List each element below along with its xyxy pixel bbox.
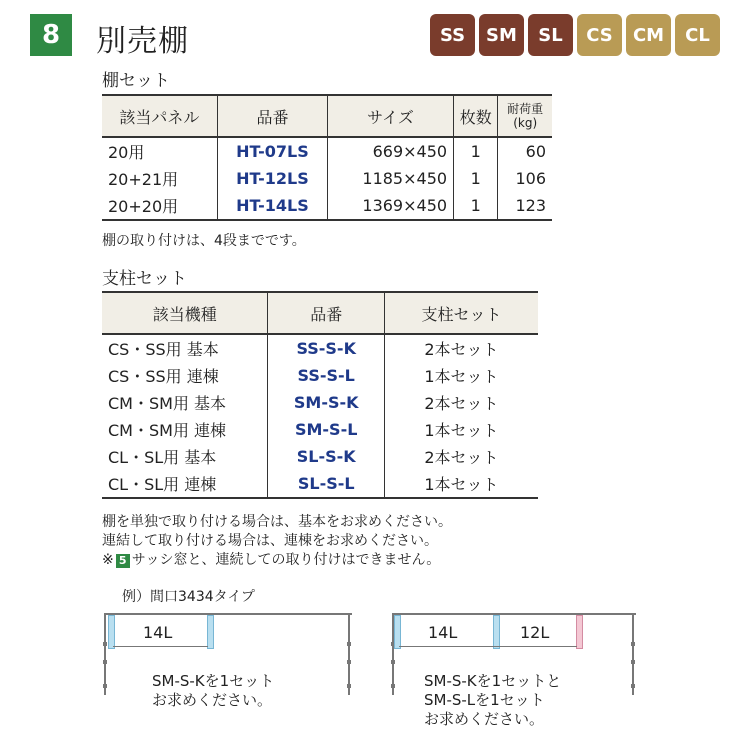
example-diagram-right [392,610,636,734]
badge-cm: CM [626,14,671,56]
post-base-left [394,615,401,649]
shelf-line [399,646,577,647]
tick-mark [103,684,107,688]
cell-panel: 20用 [108,143,145,162]
cell-part: SM-S-L [268,416,384,443]
tick-mark [103,642,107,646]
example-left-text-2: お求めください。 [152,691,273,709]
cell-part: SS-S-K [268,334,384,362]
table-row [102,443,538,470]
cell-model: CM・SM用 連棟 [108,421,227,440]
cell-panel: 20+20用 [102,192,217,220]
badge-sm: SM [479,14,524,56]
header [30,14,720,59]
shelf-line [113,646,208,647]
cell-count: 1 [454,192,498,220]
frame-top [104,613,352,615]
header-part: 品番 [268,292,384,334]
shelf-set-note: 棚の取り付けは、4段までです。 [102,233,306,249]
note-line-1: 棚を単独で取り付ける場合は、基本をお求めください。 [102,514,452,530]
cell-set: 2本セット [384,443,538,470]
example-diagram-left [104,610,352,730]
tick-mark [347,660,351,664]
header-panel: 該当パネル [102,95,217,137]
table-row [102,389,538,416]
shelf-label-12l: 12L [520,623,550,642]
item-5-badge: 5 [116,554,130,568]
cell-set: 2本セット [384,334,538,362]
tick-mark [347,642,351,646]
cell-part: HT-12LS [217,165,327,192]
badge-cs: CS [577,14,622,56]
cell-model: CS・SS用 基本 [108,340,219,359]
table-row [102,334,538,362]
example-right-text-3: お求めください。 [424,710,545,728]
badge-sl: SL [528,14,573,56]
post-base-right [207,615,214,649]
shelf-label-14l: 14L [428,623,458,642]
table-row [102,165,552,192]
note-line-3-text: サッシ窓と、連続しての取り付けはできません。 [131,552,441,568]
cell-load: 60 [498,137,552,165]
cell-set: 1本セット [384,416,538,443]
cell-part: HT-14LS [217,192,327,220]
tick-mark [103,660,107,664]
example-right-text-1: SM-S-Kを1セットと [424,672,562,690]
example-label: 例）間口3434タイプ [122,589,255,605]
header-size: サイズ [328,95,454,137]
post-set-notes [102,513,452,570]
frame-post-right [348,613,350,695]
tick-mark [631,660,635,664]
cell-size: 1369×450 [328,192,454,220]
tick-mark [347,684,351,688]
cell-load: 123 [498,192,552,220]
tick-mark [631,684,635,688]
table-row [102,137,552,165]
header-load-line2: (kg) [513,116,538,130]
table-row [102,192,552,220]
section-number-badge: 8 [30,14,72,56]
header-part: 品番 [217,95,327,137]
model-badges [430,14,720,56]
header-load-line1: 耐荷重 [507,102,544,116]
cell-part: SL-S-K [268,443,384,470]
frame-post-right [632,613,634,695]
cell-part: SS-S-L [268,362,384,389]
cell-part: SM-S-K [268,389,384,416]
cell-load: 106 [498,165,552,192]
badge-cl: CL [675,14,720,56]
page-title: 別売棚 [96,24,189,59]
table-row [102,470,538,498]
cell-set: 2本セット [384,389,538,416]
table-row [102,362,538,389]
shelf-set-table [102,94,552,221]
note-asterisk: ※ [102,552,114,568]
cell-model: CL・SL用 連棟 [102,470,268,498]
badge-ss: SS [430,14,475,56]
header-count: 枚数 [454,95,498,137]
cell-size: 1185×450 [328,165,454,192]
example-left-text-1: SM-S-Kを1セット [152,672,275,690]
header-model: 該当機種 [102,292,268,334]
cell-count: 1 [454,165,498,192]
post-connecting [576,615,583,649]
note-line-3 [102,551,452,570]
shelf-set-label: 棚セット [102,71,170,91]
table-row [102,416,538,443]
post-base-left [108,615,115,649]
cell-set: 1本セット [384,470,538,498]
tick-mark [391,684,395,688]
cell-part: SL-S-L [268,470,384,498]
cell-model: CL・SL用 基本 [108,448,217,467]
header-load [498,95,552,137]
cell-panel: 20+21用 [108,170,179,189]
tick-mark [631,642,635,646]
cell-model: CS・SS用 連棟 [108,367,219,386]
post-base-right [493,615,500,649]
cell-part: HT-07LS [217,137,327,165]
header-set: 支柱セット [384,292,538,334]
post-set-table [102,291,538,499]
cell-count: 1 [454,137,498,165]
cell-model: CM・SM用 基本 [108,394,227,413]
cell-size: 669×450 [328,137,454,165]
cell-set: 1本セット [384,362,538,389]
shelf-label-14l: 14L [143,623,173,642]
example-right-text-2: SM-S-Lを1セット [424,691,545,709]
tick-mark [391,660,395,664]
frame-post-left [104,613,106,695]
post-set-label: 支柱セット [102,269,187,289]
note-line-2: 連結して取り付ける場合は、連棟をお求めください。 [102,533,438,549]
frame-top [392,613,636,615]
